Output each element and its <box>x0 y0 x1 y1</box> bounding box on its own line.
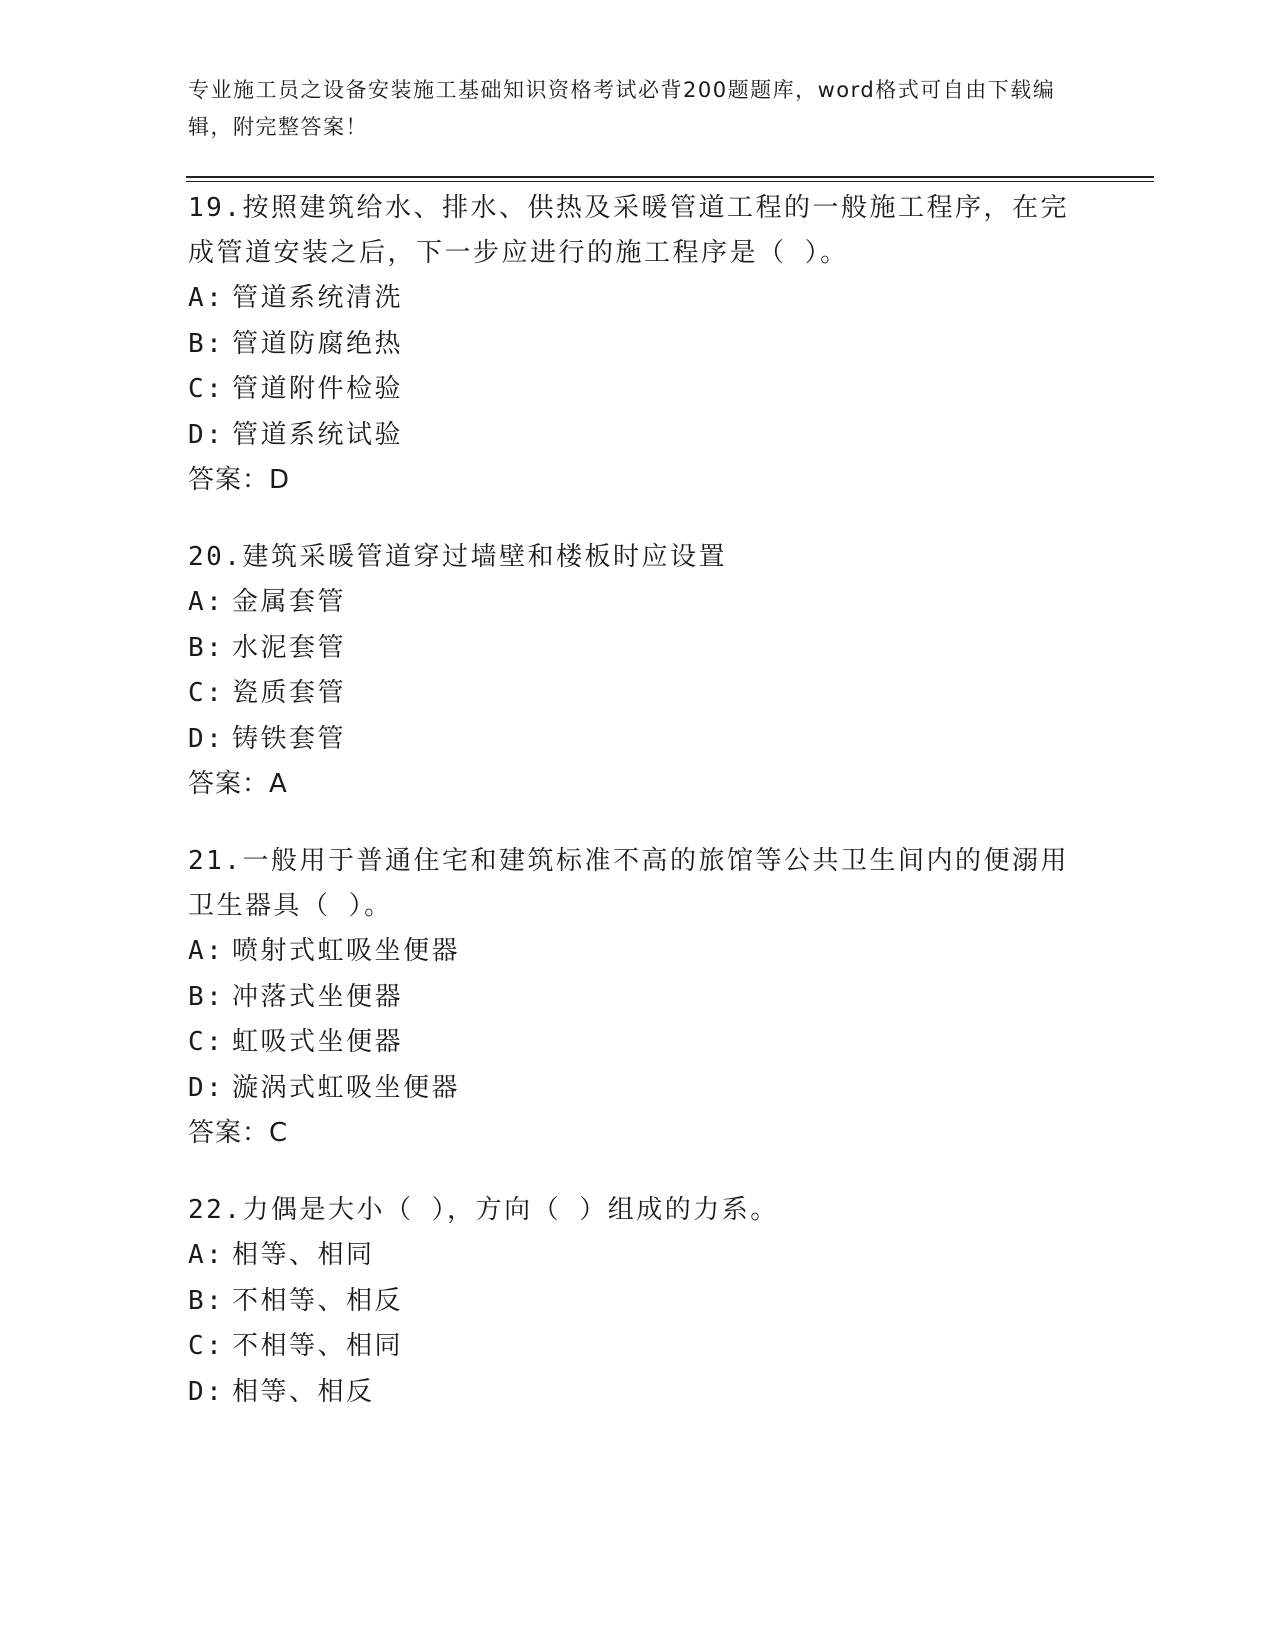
answer-label: 答案：A <box>188 769 288 799</box>
option-text: 瓷质套管 <box>232 678 347 708</box>
option-a <box>188 1233 1088 1279</box>
option-b <box>188 626 1088 672</box>
option-letter: C: <box>188 1027 225 1057</box>
option-text: 虹吸式坐便器 <box>232 1027 404 1057</box>
option-text: 不相等、相反 <box>232 1285 404 1316</box>
document-header: 专业施工员之设备安装施工基础知识资格考试必背200题题库，word格式可自由下载编辑，附完整答案！ <box>188 78 1056 139</box>
option-letter: B: <box>188 328 225 359</box>
option-letter: B: <box>188 1285 225 1316</box>
option-text: 相等、相反 <box>232 1376 375 1407</box>
question-stem: 20.建筑采暖管道穿过墙壁和楼板时应设置 <box>188 542 727 572</box>
question-stem: 21.一般用于普通住宅和建筑标准不高的旅馆等公共卫生间内的便溺用卫生器具（ ）。 <box>188 846 1069 921</box>
question-21 <box>188 839 1088 1156</box>
question-20 <box>188 535 1088 807</box>
option-text: 漩涡式虹吸坐便器 <box>232 1072 461 1103</box>
option-letter: D: <box>188 723 225 754</box>
question-stem: 19.按照建筑给水、排水、供热及采暖管道工程的一般施工程序，在完成管道安装之后，下一步应进行的施工程序是（ ）。 <box>188 193 1069 268</box>
answer-label: 答案：C <box>188 1118 289 1148</box>
option-letter: A: <box>188 587 225 617</box>
option-text: 管道防腐绝热 <box>232 328 404 359</box>
option-text: 不相等、相同 <box>232 1331 404 1361</box>
option-text: 铸铁套管 <box>232 723 347 754</box>
option-d <box>188 413 1088 459</box>
question-19 <box>188 186 1088 503</box>
option-text: 金属套管 <box>232 587 347 617</box>
option-letter: D: <box>188 1072 225 1103</box>
option-b <box>188 1279 1088 1325</box>
question-stem: 22.力偶是大小（ ），方向（ ）组成的力系。 <box>188 1195 779 1225</box>
header-divider-thin <box>186 181 1154 182</box>
option-letter: C: <box>188 374 225 404</box>
option-c <box>188 1324 1088 1370</box>
option-text: 冲落式坐便器 <box>232 981 404 1012</box>
option-a <box>188 276 1088 322</box>
option-text: 相等、相同 <box>232 1240 375 1270</box>
option-text: 管道附件检验 <box>232 374 404 404</box>
option-letter: A: <box>188 1240 225 1270</box>
option-letter: A: <box>188 283 225 313</box>
option-letter: D: <box>188 1376 225 1407</box>
option-a <box>188 929 1088 975</box>
option-letter: B: <box>188 981 225 1012</box>
question-22 <box>188 1188 1088 1415</box>
option-letter: A: <box>188 936 225 966</box>
option-letter: C: <box>188 678 225 708</box>
option-a <box>188 580 1088 626</box>
option-d <box>188 1370 1088 1416</box>
option-text: 水泥套管 <box>232 632 347 663</box>
option-text: 管道系统试验 <box>232 419 404 450</box>
option-b <box>188 975 1088 1021</box>
option-letter: B: <box>188 632 225 663</box>
option-c <box>188 671 1088 717</box>
option-c <box>188 1020 1088 1066</box>
option-letter: C: <box>188 1331 225 1361</box>
option-b <box>188 322 1088 368</box>
header-divider-thick <box>186 176 1154 178</box>
option-letter: D: <box>188 419 225 450</box>
option-text: 喷射式虹吸坐便器 <box>232 936 461 966</box>
option-c <box>188 367 1088 413</box>
answer-label: 答案：D <box>188 465 291 495</box>
option-text: 管道系统清洗 <box>232 283 404 313</box>
option-d <box>188 1066 1088 1112</box>
option-d <box>188 717 1088 763</box>
